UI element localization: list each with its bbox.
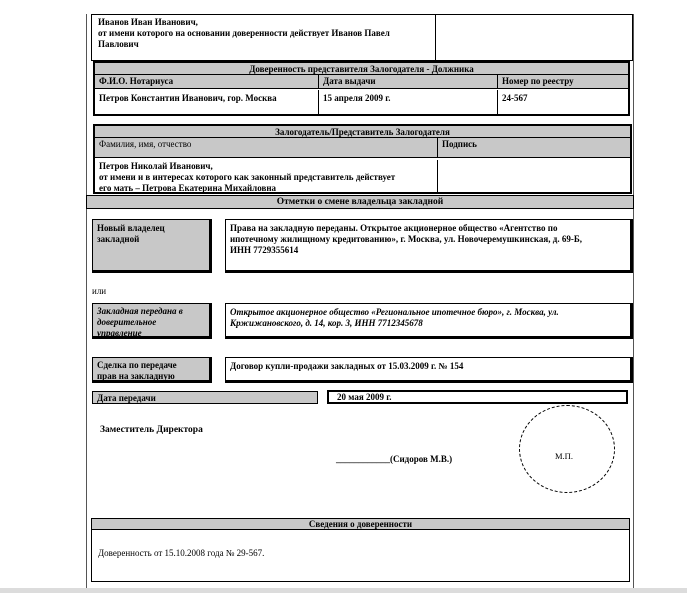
pledgor-line-3: его мать – Петрова Екатерина Михайловна — [99, 183, 277, 193]
notary-header-date: Дата выдачи — [319, 75, 498, 89]
trust-line-1: Открытое акционерное общество «Региональное ипотечное бюро», г. Москва, ул. — [230, 307, 559, 317]
pledgor-name-text — [95, 160, 438, 192]
trust-line-2: Кржижановского, д. 14, кор. 3, ИНН 7712345678 — [230, 318, 423, 328]
signature-underscore: ____________ — [336, 454, 390, 464]
new-owner-label — [92, 219, 212, 273]
deal-value: Договор купли-продажи закладных от 15.03.2009 г. № 154 — [225, 357, 633, 383]
signature-name: (Сидоров М.В.) — [390, 454, 453, 464]
poa-text: Доверенность от 15.10.2008 года № 29-567. — [98, 548, 265, 558]
notary-cell-registry: 24-567 — [502, 93, 528, 103]
notary-header-registry: Номер по реестру — [498, 75, 628, 89]
pledgor-col-sign: Подпись — [438, 138, 630, 158]
signer-title: Заместитель Директора — [100, 425, 203, 435]
date-value: 20 мая 2009 г. — [327, 390, 628, 404]
new-owner-line-3: ИНН 7729355614 — [230, 245, 299, 255]
notary-header-name: Ф.И.О. Нотариуса — [95, 75, 319, 89]
page-bottom-bar — [0, 588, 687, 593]
trust-label-line-3: управление — [97, 328, 142, 338]
stamp-label: М.П. — [555, 451, 573, 461]
trust-label-line-1: Закладная передана в — [97, 306, 183, 316]
poa-title: Сведения о доверенности — [92, 519, 629, 530]
stamp-circle — [519, 405, 615, 493]
notary-cell-date: 15 апреля 2009 г. — [319, 90, 498, 114]
pledgor-line-2: от имени и в интересах которого как законный представитель действует — [99, 172, 396, 182]
deal-label-line-2: прав на закладную — [97, 371, 175, 381]
new-owner-label-line-1: Новый владелец — [97, 223, 165, 233]
signature-line — [336, 454, 452, 464]
notary-section-title: Доверенность представителя Залогодателя - Должника — [95, 63, 628, 75]
pledgor-col-name: Фамилия, имя, отчество — [95, 138, 438, 158]
new-owner-label-line-2: закладной — [97, 234, 140, 244]
notary-cell-name: Петров Константин Иванович, гор. Москва — [95, 90, 319, 114]
debtor-rep-sign-box — [435, 14, 633, 61]
trust-label-line-2: доверительное — [97, 317, 157, 327]
date-label: Дата передачи — [92, 391, 318, 404]
debtor-rep-line-1: Иванов Иван Иванович, — [98, 17, 198, 27]
debtor-rep-text — [94, 16, 434, 51]
debtor-rep-line-2: от имени которого на основании доверенности действует Иванов Павел — [98, 28, 390, 38]
deal-label-line-1: Сделка по передаче — [97, 360, 177, 370]
debtor-rep-line-3: Павлович — [98, 39, 139, 49]
or-label: или — [92, 286, 107, 296]
new-owner-line-2: ипотечному жилищному кредитованию», г. Москва, ул. Новочеремушкинская, д. 69-Б, — [230, 234, 583, 244]
deal-label — [92, 357, 212, 383]
owner-change-title: Отметки о смене владельца закладной — [86, 195, 634, 209]
pledgor-section-title: Залогодатель/Представитель Залогодателя — [95, 126, 630, 138]
trust-label — [92, 303, 212, 339]
new-owner-value — [225, 219, 633, 273]
trust-value — [225, 303, 633, 339]
pledgor-line-1: Петров Николай Иванович, — [99, 161, 213, 171]
new-owner-line-1: Права на закладную переданы. Открытое акционерное общество «Агентство по — [230, 223, 558, 233]
